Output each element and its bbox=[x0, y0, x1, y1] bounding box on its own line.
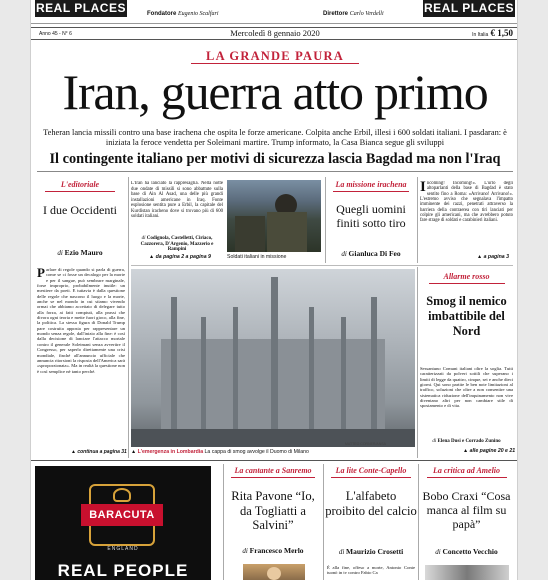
column-divider bbox=[417, 267, 418, 458]
ad-tagline: REAL PEOPLE bbox=[57, 561, 189, 580]
price bbox=[472, 28, 513, 41]
amelio-label-rule bbox=[427, 477, 507, 478]
incoming-article-body bbox=[420, 181, 513, 253]
soldiers-photo[interactable] bbox=[227, 180, 321, 252]
price-value: € 1,50 bbox=[490, 28, 513, 38]
sanremo-label-rule bbox=[231, 477, 315, 478]
column-divider bbox=[323, 464, 324, 580]
editorial-by: di bbox=[57, 249, 63, 257]
iran-pages[interactable]: ▲ da pagina 2 a pagina 9 bbox=[149, 254, 211, 260]
iran-article-authors bbox=[131, 236, 223, 253]
ad-banner-left-text: REAL PLACES bbox=[36, 1, 126, 15]
price-prefix: In Italia bbox=[472, 32, 489, 38]
conte-author: Maurizio Crosetti bbox=[346, 547, 404, 556]
spire-shape bbox=[341, 317, 346, 447]
face-shape bbox=[267, 567, 281, 580]
section-rule bbox=[37, 171, 513, 172]
ad-country: ENGLAND bbox=[107, 546, 139, 552]
date-line bbox=[31, 27, 518, 40]
editorial-continues-text: continua a pagina 31 bbox=[77, 449, 127, 455]
lead-kicker: LA GRANDE PAURA bbox=[206, 49, 344, 63]
sanremo-author: Francesco Merlo bbox=[249, 546, 304, 555]
iran-authors: Codignola, Castelletti, Ciriaco, Cazzorera, D'Argenio, Mazzerio e Rampini bbox=[140, 236, 214, 253]
ad-crown-icon bbox=[113, 488, 131, 502]
lead-subheadline: Teheran lancia missili contro una base irachena che ospita le forze americane. Colpita anche Erbil, illesi i 600 soldati italiani. I pasdaran: è iniziata la feroce vendetta per Soleimani martire. Trump informato, la Casa Bianca segue gli sviluppi bbox=[43, 128, 507, 147]
soldier-body-shape bbox=[267, 212, 307, 252]
incoming-dropcap: I bbox=[420, 181, 426, 195]
duomo-photo-credit: MATTEO CORNER/ANSA bbox=[345, 442, 386, 446]
spire-shape bbox=[233, 307, 238, 447]
mission-by: di bbox=[341, 250, 347, 258]
duomo-photo-caption: ▲ L'emergenza in Lombardia La cappa di smog avvolge il Duomo di Milano bbox=[131, 449, 309, 455]
founder-name: Eugenio Scalfari bbox=[178, 11, 219, 17]
conte-byline bbox=[325, 547, 417, 556]
newspaper-front-page bbox=[30, 0, 518, 580]
column-divider bbox=[128, 177, 129, 458]
sanremo-label: La cantante a Sanremo bbox=[234, 466, 312, 475]
incoming-text: ncoming! Incoming!». L'urlo degli altoparlanti della base di Bagdad è stato sentito fino a Roma: «Arrivano! Arrivano!». L'estremo avviso che segnalava l'impatto imminente dei razzi, penetrati attraverso la barriera della contraerea con tiri lanciati per colpire gli americani, ma che avrebbero potuto fare strage di soldati e carabinieri italiani. bbox=[420, 181, 513, 224]
founder-label: Fondatore bbox=[147, 11, 177, 17]
amelio-label: La critica ad Amelio bbox=[432, 466, 501, 475]
column-divider bbox=[325, 177, 326, 263]
editorial-continues[interactable]: ▲ continua a pagina 31 bbox=[71, 449, 127, 455]
iran-article-body: L'Iran ha lanciato la rappresaglia. Nella notte due ondate di missili si sono abbattute sulla base di Ain Al Asad, una delle più grandi installazioni americane in Iraq. Fonte esplosione sentita pure a Erbil, la capitale del Kurdistan iracheno dove si trovano più di 600 soldati italiani. bbox=[131, 181, 223, 219]
second-headline[interactable]: Il contingente italiano per motivi di sicurezza lascia Bagdad ma non l'Iraq bbox=[49, 151, 501, 167]
column-divider bbox=[418, 464, 419, 580]
editorial-author: Ezio Mauro bbox=[64, 248, 103, 257]
sanremo-byline bbox=[225, 546, 321, 555]
ad-banner-left[interactable] bbox=[35, 0, 127, 17]
column-divider bbox=[417, 177, 418, 263]
amelio-byline bbox=[420, 547, 513, 556]
ad-banner-right[interactable] bbox=[423, 0, 515, 17]
alarm-authors bbox=[420, 439, 513, 444]
alarm-title[interactable]: Smog il nemico imbattibile del Nord bbox=[426, 294, 507, 338]
founder-credit bbox=[147, 11, 219, 17]
ad-banner-right-text: REAL PLACES bbox=[424, 1, 514, 15]
conte-title[interactable]: L'alfabeto proibito del calcio bbox=[325, 489, 417, 518]
editorial-dropcap: P bbox=[37, 267, 45, 280]
alarm-label-rule bbox=[429, 283, 505, 284]
alarm-authors-by: di bbox=[432, 439, 437, 444]
director-credit bbox=[323, 11, 384, 17]
lead-headline[interactable]: Iran, guerra atto primo bbox=[62, 64, 488, 120]
duomo-caption-kicker: L'emergenza in Lombardia bbox=[137, 449, 204, 455]
amelio-title[interactable]: Bobo Craxi “Cosa manca al film su papà” bbox=[422, 489, 511, 531]
mission-author: Gianluca Di Feo bbox=[348, 249, 401, 258]
editorial-body bbox=[37, 267, 125, 445]
soldier-two-shape bbox=[235, 216, 265, 252]
director-label: Direttore bbox=[323, 11, 349, 17]
mission-title[interactable]: Quegli uomini finiti sotto tiro bbox=[336, 202, 406, 230]
spire-shape bbox=[201, 317, 206, 447]
row-rule bbox=[131, 265, 513, 266]
iran-authors-by: di bbox=[141, 236, 146, 241]
mission-byline bbox=[327, 249, 415, 258]
iran-pages-text: da pagina 2 a pagina 9 bbox=[155, 254, 211, 260]
column-divider bbox=[223, 464, 224, 580]
spire-shape bbox=[371, 297, 377, 447]
alarm-pages[interactable]: ▲ alle pagine 20 e 21 bbox=[463, 448, 516, 454]
baracuta-ad[interactable] bbox=[35, 466, 211, 580]
duomo-photo[interactable] bbox=[131, 269, 415, 447]
mission-label: La missione irachena bbox=[335, 180, 407, 189]
director-name: Carlo Verdelli bbox=[349, 11, 384, 17]
issue-date: Mercoledì 8 gennaio 2020 bbox=[230, 28, 320, 38]
sanremo-by: di bbox=[242, 547, 248, 555]
alarm-pages-text: alle pagine 20 e 21 bbox=[469, 448, 516, 454]
conte-label-rule bbox=[331, 477, 411, 478]
conte-label: La lite Conte-Capello bbox=[335, 466, 407, 475]
mission-label-rule bbox=[333, 191, 409, 192]
masthead-strip bbox=[31, 0, 518, 24]
amelio-by: di bbox=[435, 548, 441, 556]
editorial-byline bbox=[37, 248, 123, 257]
craxi-photo[interactable] bbox=[425, 565, 509, 580]
amelio-author: Concetto Vecchio bbox=[442, 547, 498, 556]
incoming-continues-text: a pagina 3 bbox=[483, 254, 509, 260]
conte-by: di bbox=[338, 548, 345, 556]
spire-shape bbox=[171, 297, 177, 447]
bottom-section-rule bbox=[31, 460, 518, 461]
editorial-title[interactable]: I due Occidenti bbox=[43, 203, 117, 217]
ad-brand: BARACUTA bbox=[81, 504, 163, 526]
conte-body: È alla fine, offeso a morte, Antonio Conte tuonò in tv contro Fabio Ca bbox=[327, 565, 415, 576]
editorial-label-rule bbox=[45, 191, 115, 192]
spire-shape bbox=[309, 307, 314, 447]
alarm-authors-text: Elena Dusi e Corrado Zunino bbox=[437, 439, 501, 444]
sanremo-title[interactable]: Rita Pavone “Io, da Togliatti a Salvini” bbox=[231, 489, 315, 532]
alarm-label: Allarme rosso bbox=[443, 272, 490, 281]
rita-pavone-photo[interactable] bbox=[243, 564, 305, 580]
spire-shape bbox=[271, 277, 278, 447]
alarm-body: Sessantuno Comuni italiani oltre la soglia. Tutti caratterizzati da polveri sottili che superano i limiti di legge da quattro, cinque, sei e anche dieci giorni. Qui sono partite le ben note limitazioni al traffico, soluzioni che oltre a non consentire una sistematica riduzione dell'inquinamento non vive diventano altri per non cambiare stile di spostamento e di vita. bbox=[420, 366, 513, 409]
editorial-text: arlare di regole quando si parla di guerra, come se ci fosse un decalogo per la morte e per il sangue, può sembrare marginale, forse improprio, probabilmente inutile: un mestiere da poeti. E tuttavia è dalla questione delle regole che nascono il luogo e la morte, anche se nel mondo in cui stiamo vivendo ormai che abbiamo accettato di delegare tutto alla forza, ai fatti compiuti, alla prassi che divora ogni teoria e mette fuori gioco, alla fine, la politica. La stessa figura di Donald Trump pare costruita apposta per rappresentare un mondo senza regole, dall'inizio alla fine: è così dalla decisione di lanciare l'attacco mortale contro il generale Soleimani senza avvertire il Congresso, per saperlo direttamente una crisi mondiale, finché all'annuncio ufficiale che annuncia ritorsioni la risposta dell'America sarà «sproporzionata». Ma in realtà la questione non è così semplice nè tanto perché. bbox=[37, 267, 125, 374]
soldiers-photo-caption: Soldati italiani in missione bbox=[227, 254, 287, 260]
incoming-continues[interactable]: ▲ a pagina 3 bbox=[477, 254, 509, 260]
issue-number: Anno 45 - N° 6 bbox=[39, 31, 72, 37]
duomo-caption-text: La cappa di smog avvolge il Duomo di Milano bbox=[204, 449, 309, 455]
editorial-label: L'editoriale bbox=[60, 180, 100, 189]
